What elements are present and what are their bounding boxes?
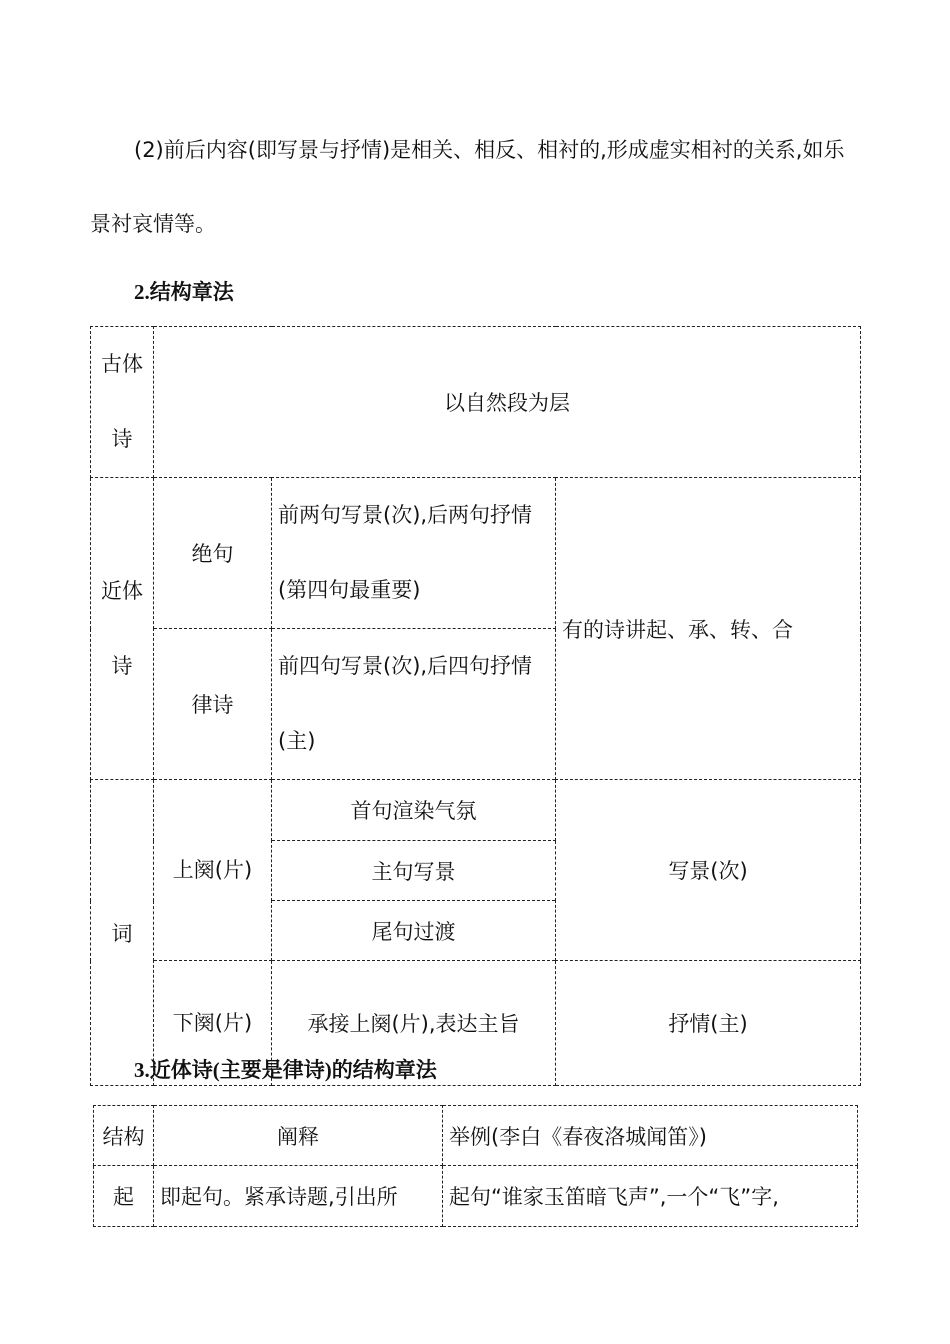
gutishi-desc: 以自然段为层 [154,327,861,478]
section-3-heading: 3.近体诗(主要是律诗)的结构章法 [134,1058,437,1082]
intro-paragraph: (2)前后内容(即写景与抒情)是相关、相反、相衬的,形成虚实相衬的关系,如乐景衬哀情等。 [90,138,845,236]
structure-table [90,326,861,1086]
xiaque-desc: 承接上阕(片),表达主旨 [272,961,556,1086]
xiaque-note: 抒情(主) [556,961,861,1086]
shangque-note: 写景(次) [556,780,861,961]
jintishi-note: 有的诗讲起、承、转、合 [556,478,861,780]
header-example: 举例(李白《春夜洛城闻笛》) [443,1106,858,1166]
shangque-item: 首句渲染气氛 [272,780,556,841]
regulated-verse-table [93,1105,858,1227]
row-explain: 即起句。紧承诗题,引出所 [154,1166,443,1227]
xiaque-label: 下阕(片) [154,961,272,1086]
header-structure: 结构 [94,1106,154,1166]
jintishi-label: 近体诗 [91,478,154,780]
jueju-label: 绝句 [154,478,272,629]
shangque-item: 尾句过渡 [272,901,556,961]
shangque-label: 上阕(片) [154,780,272,961]
row-structure: 起 [94,1166,154,1227]
shangque-item: 主句写景 [272,841,556,901]
gutishi-label: 古体诗 [91,327,154,478]
lushi-label: 律诗 [154,629,272,780]
section-2-heading: 2.结构章法 [134,280,234,304]
lushi-desc: 前四句写景(次),后四句抒情(主) [272,629,556,780]
jueju-desc: 前两句写景(次),后两句抒情(第四句最重要) [272,478,556,629]
header-explain: 阐释 [154,1106,443,1166]
ci-label: 词 [91,780,154,1086]
row-example: 起句“谁家玉笛暗飞声”,一个“飞”字, [443,1166,858,1227]
